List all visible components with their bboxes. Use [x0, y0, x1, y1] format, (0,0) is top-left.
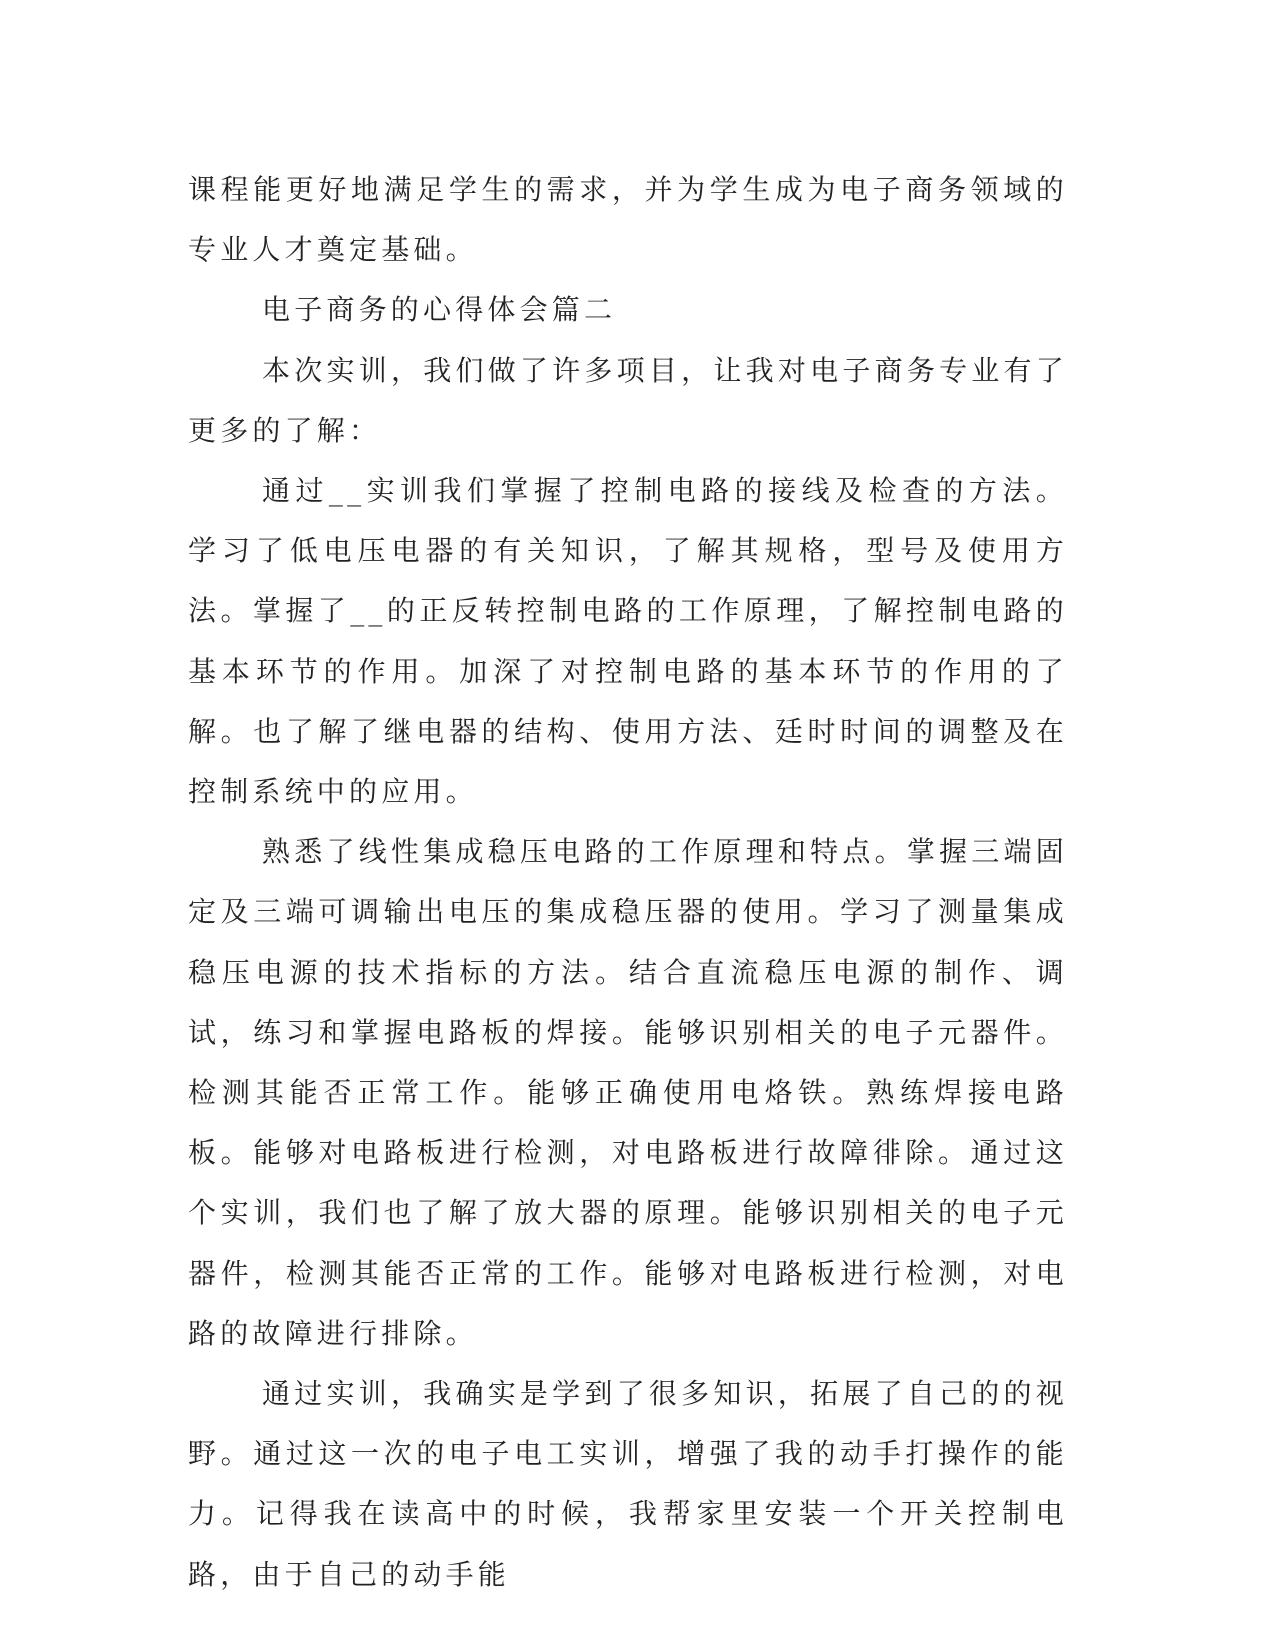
paragraph-continuation: 课程能更好地满足学生的需求，并为学生成为电子商务领域的专业人才奠定基础。 [188, 173, 1068, 267]
paragraph-conclusion: 通过实训，我确实是学到了很多知识，拓展了自己的的视野。通过这一次的电子电工实训，增强了我的动手打操作的能力。记得我在读高中的时候，我帮家里安装一个开关控制电路，由于自己的动手能 [188, 1377, 1068, 1591]
paragraph-voltage-regulator: 熟悉了线性集成稳压电路的工作原理和特点。掌握三端固定及三端可调输出电压的集成稳压器的使用。学习了测量集成稳压电源的技术指标的方法。结合直流稳压电源的制作、调试，练习和掌握电路板的焊接。能够识别相关的电子元器件。检测其能否正常工作。能够正确使用电烙铁。熟练焊接电路板。能够对电路板进行检测，对电路板进行故障徘除。通过这个实训，我们也了解了放大器的原理。能够识别相关的电子元器件，检测其能否正常的工作。能够对电路板进行检测，对电路的故障进行排除。 [188, 835, 1068, 1350]
paragraph-control-circuit: 通过__实训我们掌握了控制电路的接线及检查的方法。学习了低电压电器的有关知识，了解其规格，型号及使用方法。掌握了__的正反转控制电路的工作原理，了解控制电路的基本环节的作用。加深了对控制电路的基本环节的作用的了解。也了解了继电器的结构、使用方法、廷时时间的调整及在控制系统中的应用。 [188, 474, 1068, 809]
paragraph-intro: 本次实训，我们做了许多项目，让我对电子商务专业有了更多的了解： [188, 353, 1068, 447]
document-body [188, 160, 1068, 1605]
section-heading: 电子商务的心得体会篇二 [262, 293, 617, 327]
